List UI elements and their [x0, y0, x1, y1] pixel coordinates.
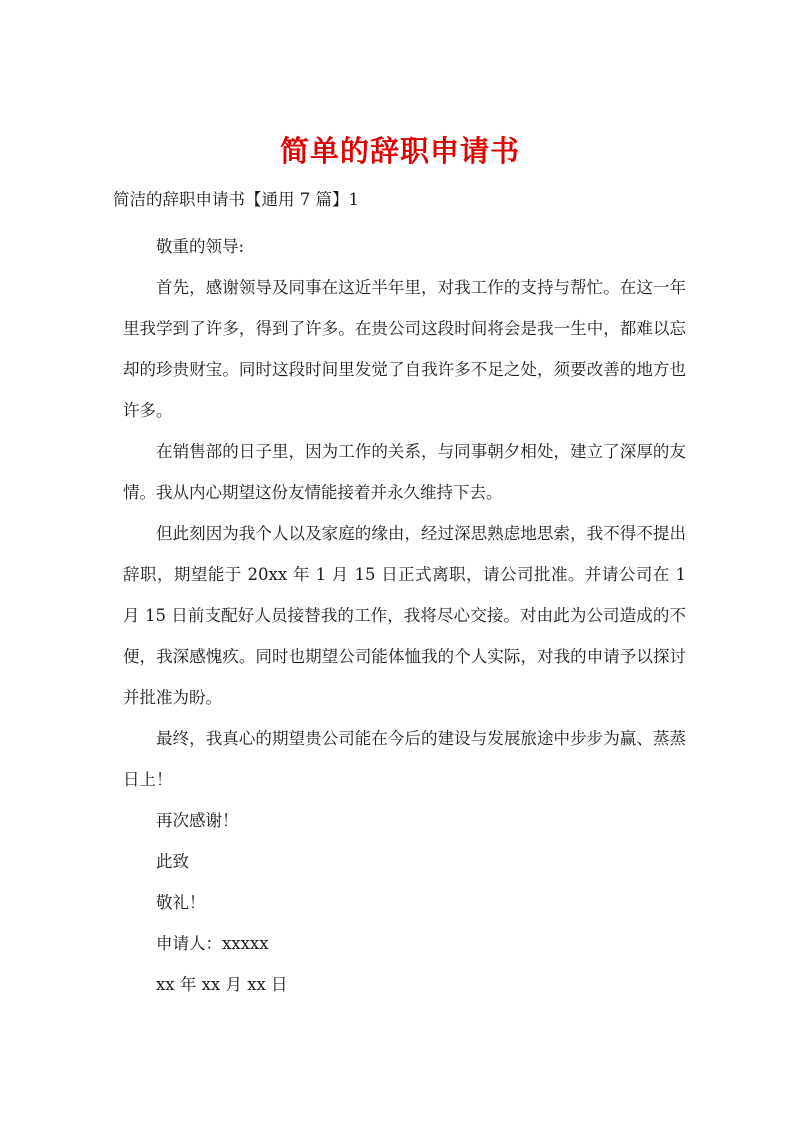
paragraph-resignation: 但此刻因为我个人以及家庭的缘由，经过深思熟虑地思索，我不得不提出辞职，期望能于 20xx 年 1 月 15 日正式离职，请公司批准。并请公司在 1 月 15 日前支配好人员接替我的工作，我将尽心交接。对由此为公司造成的不便，我深感愧疚。同时也期望公司能体恤我的个人实际，对我的申请予以探讨并批准为盼。: [123, 524, 686, 707]
closing-jingli: 敬礼！: [156, 893, 206, 912]
page-title: 简单的辞职申请书: [279, 134, 520, 169]
document-subtitle: 简洁的辞职申请书【通用 7 篇】1: [113, 190, 359, 209]
closing-cizhi: 此致: [156, 852, 189, 871]
date-line: xx 年 xx 月 xx 日: [156, 975, 288, 994]
paragraph-sales: 在销售部的日子里，因为工作的关系，与同事朝夕相处，建立了深厚的友情。我从内心期望这份友情能接着并永久维持下去。: [123, 442, 686, 502]
paragraph-wishes: 最终，我真心的期望贵公司能在今后的建设与发展旅途中步步为赢、蒸蒸日上！: [123, 729, 686, 789]
letter-body: [123, 226, 686, 1005]
greeting: 敬重的领导:: [156, 237, 245, 256]
applicant-line: 申请人：xxxxx: [156, 934, 269, 953]
paragraph-thanks: 首先，感谢领导及同事在这近半年里，对我工作的支持与帮忙。在这一年里我学到了许多，得到了许多。在贵公司这段时间将会是我一生中，都难以忘却的珍贵财宝。同时这段时间里发觉了自我许多不足之处，须要改善的地方也许多。: [123, 278, 686, 420]
closing-thanks: 再次感谢！: [156, 811, 239, 830]
